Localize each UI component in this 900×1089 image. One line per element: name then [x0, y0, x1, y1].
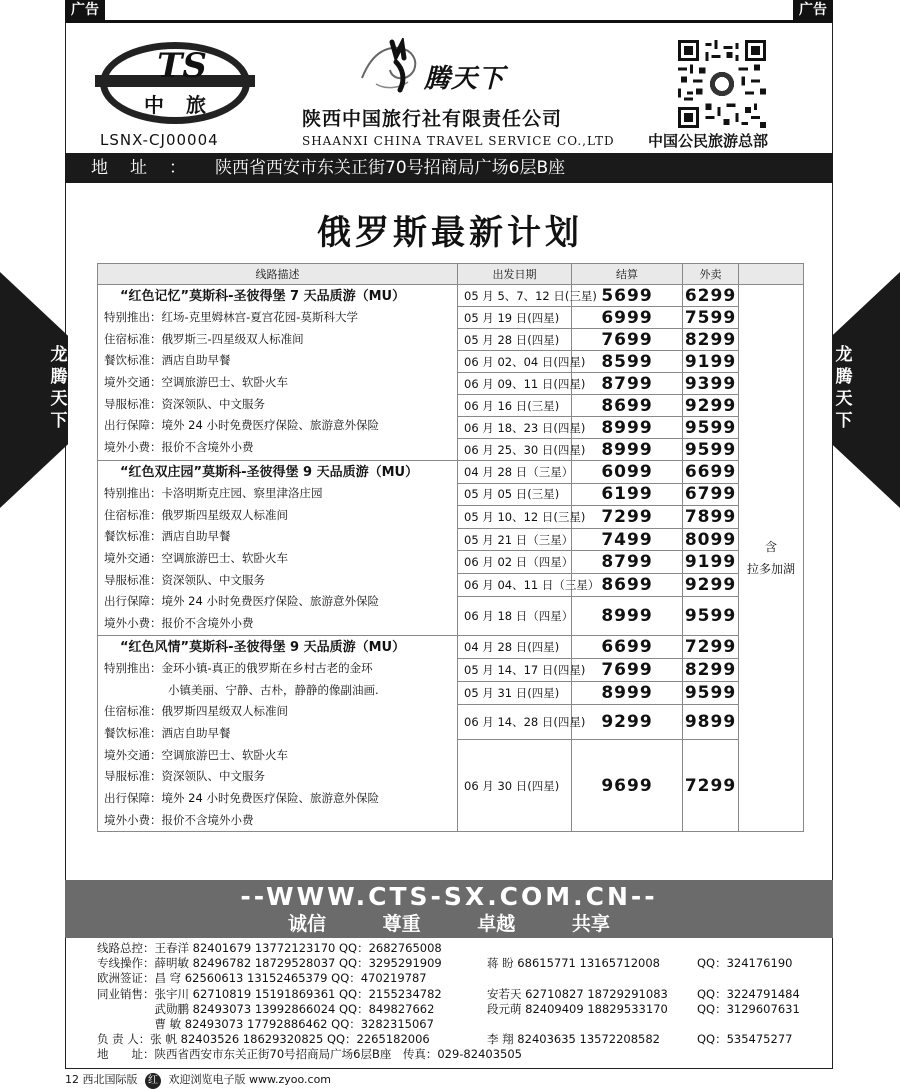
contact-text: 武勋鹏 82493073 13992866024 QQ：849827662: [97, 1001, 435, 1016]
page-title: 俄罗斯最新计划: [317, 213, 583, 253]
route-detail-line: 境外交通：空调旅游巴士、软卧火车: [104, 551, 288, 566]
settle-price: 8699: [572, 395, 683, 417]
retail-price: 7899: [683, 506, 739, 529]
departure-date: 06 月 25、30 日(四星): [458, 439, 572, 461]
retail-price: 8099: [683, 528, 739, 551]
contact-text: 欧洲签证：昌 穹 62560613 13152465379 QQ：470219787: [97, 971, 427, 986]
settle-price: 7699: [572, 658, 683, 681]
route-description: [98, 461, 458, 636]
settle-price: 7699: [572, 329, 683, 351]
cts-logo: [100, 42, 250, 124]
settle-price: 7299: [572, 506, 683, 529]
departure-date: 06 月 14、28 日(四星): [458, 705, 572, 740]
retail-price: 6799: [683, 483, 739, 506]
ad-tag-right: 广告: [793, 0, 833, 20]
settle-price: 6099: [572, 461, 683, 484]
contact-text: QQ：324176190: [697, 956, 793, 971]
departure-date: 05 月 28 日(四星): [458, 329, 572, 351]
col-header-date: 出发日期: [458, 264, 572, 285]
route-detail-line: 出行保障：境外 24 小时免费医疗保险、旅游意外保险: [104, 594, 379, 609]
retail-price: 9399: [683, 373, 739, 395]
departure-date: 06 月 30 日(四星): [458, 739, 572, 832]
route-detail-line: 导服标准：资深领队、中文服务: [104, 572, 265, 587]
qr-code-icon: [678, 40, 766, 128]
col-header-description: 线路描述: [98, 264, 458, 285]
departure-date: 04 月 28 日（三星）: [458, 461, 572, 484]
route-title: “红色风情”莫斯科-圣彼得堡 9 天品质游（MU）: [120, 639, 406, 655]
edition-name: 西北国际版: [82, 1073, 138, 1086]
departure-date: 06 月 02、04 日(四星): [458, 351, 572, 373]
settle-price: 8999: [572, 682, 683, 705]
contact-text: 蒋 盼 68615771 13165712008: [487, 956, 660, 971]
retail-price: 9299: [683, 395, 739, 417]
retail-price: 8299: [683, 329, 739, 351]
side-text-right: 龙 腾 天 下: [835, 345, 853, 431]
departure-date: 06 月 09、11 日(四星): [458, 373, 572, 395]
departure-date: 05 月 05 日(三星): [458, 483, 572, 506]
page-footer: [65, 1072, 331, 1089]
retail-price: 9299: [683, 574, 739, 597]
contact-text: 线路总控：王春洋 82401679 13772123170 QQ：2682765008: [97, 941, 442, 955]
route-description: [98, 285, 458, 461]
route-detail-line: 餐饮标准：酒店自助早餐: [104, 529, 231, 544]
route-table: [97, 263, 804, 832]
slogan-item: 尊重: [382, 913, 421, 935]
ad-tag-left: 广告: [65, 0, 105, 20]
slogan-item: 诚信: [288, 913, 327, 935]
settle-price: 9299: [572, 705, 683, 740]
edition-badge: 红: [145, 1073, 161, 1089]
contact-text: QQ：535475277: [697, 1032, 793, 1047]
table-row: [98, 635, 804, 658]
address-value: 陕西省西安市东关正街70号招商局广场6层B座: [215, 158, 566, 178]
route-detail-line: 境外小费：报价不含境外小费: [104, 616, 254, 631]
contact-text: 安若天 62710827 18729291083: [487, 986, 668, 1001]
route-detail-line: 住宿标准：俄罗斯四星级双人标准间: [104, 507, 288, 522]
logo-mark: TS: [157, 46, 207, 86]
retail-price: 6299: [683, 285, 739, 307]
route-detail-line: 住宿标准：俄罗斯四星级双人标准间: [104, 704, 288, 719]
settle-price: 8999: [572, 417, 683, 439]
contact-text: 段元萌 82409409 18829533170: [487, 1001, 668, 1016]
settle-price: 5699: [572, 285, 683, 307]
route-detail-line: 小镇美丽、宁静、古朴，静静的像副油画.: [168, 682, 379, 697]
departure-date: 05 月 14、17 日(四星): [458, 658, 572, 681]
route-detail-line: 住宿标准：俄罗斯三-四星级双人标准间: [104, 331, 304, 346]
address-label: 地址：: [91, 158, 208, 178]
route-title: “红色记忆”莫斯科-圣彼得堡 7 天品质游（MU）: [120, 289, 406, 304]
contact-text: QQ：3224791484: [697, 986, 800, 1001]
contact-text: 同业销售：张宇川 62710819 15191869361 QQ：2155234782: [97, 986, 442, 1001]
route-detail-line: 出行保障：境外 24 小时免费医疗保险、旅游意外保险: [104, 418, 379, 433]
route-detail-line: 境外交通：空调旅游巴士、软卧火车: [104, 375, 288, 390]
route-detail-line: 餐饮标准：酒店自助早餐: [104, 725, 231, 740]
departure-date: 06 月 18 日（四星）: [458, 596, 572, 635]
retail-price: 7299: [683, 739, 739, 832]
retail-price: 9599: [683, 596, 739, 635]
departure-date: 05 月 5、7、12 日(三星): [458, 285, 572, 307]
contact-text: 李 翔 82403635 13572208582: [487, 1032, 660, 1047]
route-detail-line: 导服标准：资深领队、中文服务: [104, 396, 265, 411]
settle-price: 8999: [572, 596, 683, 635]
page-number: 12: [65, 1073, 79, 1086]
website-band: [65, 880, 833, 938]
retail-price: 9599: [683, 439, 739, 461]
table-header-row: [98, 264, 804, 285]
retail-price: 9599: [683, 417, 739, 439]
col-header-note: [739, 264, 804, 285]
note-line: 含: [764, 540, 777, 555]
retail-price: 6699: [683, 461, 739, 484]
brand-title: 腾天下: [424, 64, 506, 94]
table-row: [98, 285, 804, 307]
departure-date: 06 月 18、23 日(四星): [458, 417, 572, 439]
dragon-icon: [356, 38, 426, 94]
retail-price: 7299: [683, 635, 739, 658]
departure-date: 05 月 31 日(四星): [458, 682, 572, 705]
company-name-en: SHAANXI CHINA TRAVEL SERVICE CO.,LTD: [302, 134, 615, 148]
departure-date: 05 月 21 日（三星）: [458, 528, 572, 551]
departure-date: 06 月 16 日(三星): [458, 395, 572, 417]
settle-price: 8799: [572, 373, 683, 395]
website-url[interactable]: --WWW.CTS-SX.COM.CN--: [240, 882, 658, 911]
departure-date: 06 月 02 日（四星）: [458, 551, 572, 574]
col-header-retail: 外卖: [683, 264, 739, 285]
settle-price: 6699: [572, 635, 683, 658]
contact-text: QQ：3129607631: [697, 1001, 800, 1016]
contact-text: 曹 敏 82493073 17792886462 QQ：3282315067: [97, 1016, 434, 1031]
route-detail-line: 境外小费：报价不含境外小费: [104, 812, 254, 827]
retail-price: 7599: [683, 307, 739, 329]
settle-price: 8699: [572, 574, 683, 597]
route-detail-line: 境外小费：报价不含境外小费: [104, 440, 254, 455]
footer-site-text: 欢迎浏览电子版 www.zyoo.com: [168, 1073, 332, 1086]
route-detail-line: 特别推出：卡洛明斯克庄园、察里津洛庄园: [104, 486, 323, 500]
side-text-left: 龙 腾 天 下: [50, 345, 68, 431]
address-bar: [65, 153, 833, 183]
note-cell: [739, 285, 804, 832]
route-title: “红色双庄园”莫斯科-圣彼得堡 9 天品质游（MU）: [120, 465, 419, 480]
departure-date: 06 月 04、11 日（三星）: [458, 574, 572, 597]
license-number: LSNX-CJ00004: [100, 131, 219, 149]
qr-caption: 中国公民旅游总部: [648, 132, 769, 150]
settle-price: 8999: [572, 439, 683, 461]
settle-price: 8799: [572, 551, 683, 574]
route-description: [98, 635, 458, 832]
table-row: [98, 461, 804, 484]
retail-price: 9599: [683, 682, 739, 705]
retail-price: 9199: [683, 551, 739, 574]
slogans: [65, 912, 833, 936]
slogan-item: 共享: [571, 913, 610, 935]
departure-date: 05 月 10、12 日(三星): [458, 506, 572, 529]
contact-text: 专线操作：薛明敏 82496782 18729528037 QQ：3295291909: [97, 956, 442, 971]
retail-price: 9199: [683, 351, 739, 373]
retail-price: 9899: [683, 705, 739, 740]
route-detail-line: 特别推出：金环小镇-真正的俄罗斯在乡村古老的金环: [104, 660, 373, 675]
logo-chars: 中旅: [144, 93, 228, 117]
route-detail-line: 特别推出：红场-克里姆林宫-夏宫花园-莫斯科大学: [104, 310, 358, 324]
settle-price: 7499: [572, 528, 683, 551]
route-detail-line: 境外交通：空调旅游巴士、软卧火车: [104, 747, 288, 762]
route-detail-line: 餐饮标准：酒店自助早餐: [104, 353, 231, 368]
settle-price: 6999: [572, 307, 683, 329]
route-detail-line: 导服标准：资深领队、中文服务: [104, 769, 265, 784]
departure-date: 05 月 19 日(四星): [458, 307, 572, 329]
retail-price: 8299: [683, 658, 739, 681]
settle-price: 6199: [572, 483, 683, 506]
contact-text: 负 责 人：张 帆 82403526 18629320825 QQ：2265182006: [97, 1032, 430, 1047]
route-detail-line: 出行保障：境外 24 小时免费医疗保险、旅游意外保险: [104, 790, 379, 805]
slogan-item: 卓越: [477, 913, 516, 935]
company-name-cn: 陕西中国旅行社有限责任公司: [302, 108, 563, 130]
contact-text: 地 址：陕西省西安市东关正街70号招商局广场6层B座 传真：029-82403505: [97, 1047, 522, 1062]
note-line: 拉多加湖: [746, 562, 795, 577]
settle-price: 9699: [572, 739, 683, 832]
col-header-settle: 结算: [572, 264, 683, 285]
settle-price: 8599: [572, 351, 683, 373]
departure-date: 04 月 28 日(四星): [458, 635, 572, 658]
